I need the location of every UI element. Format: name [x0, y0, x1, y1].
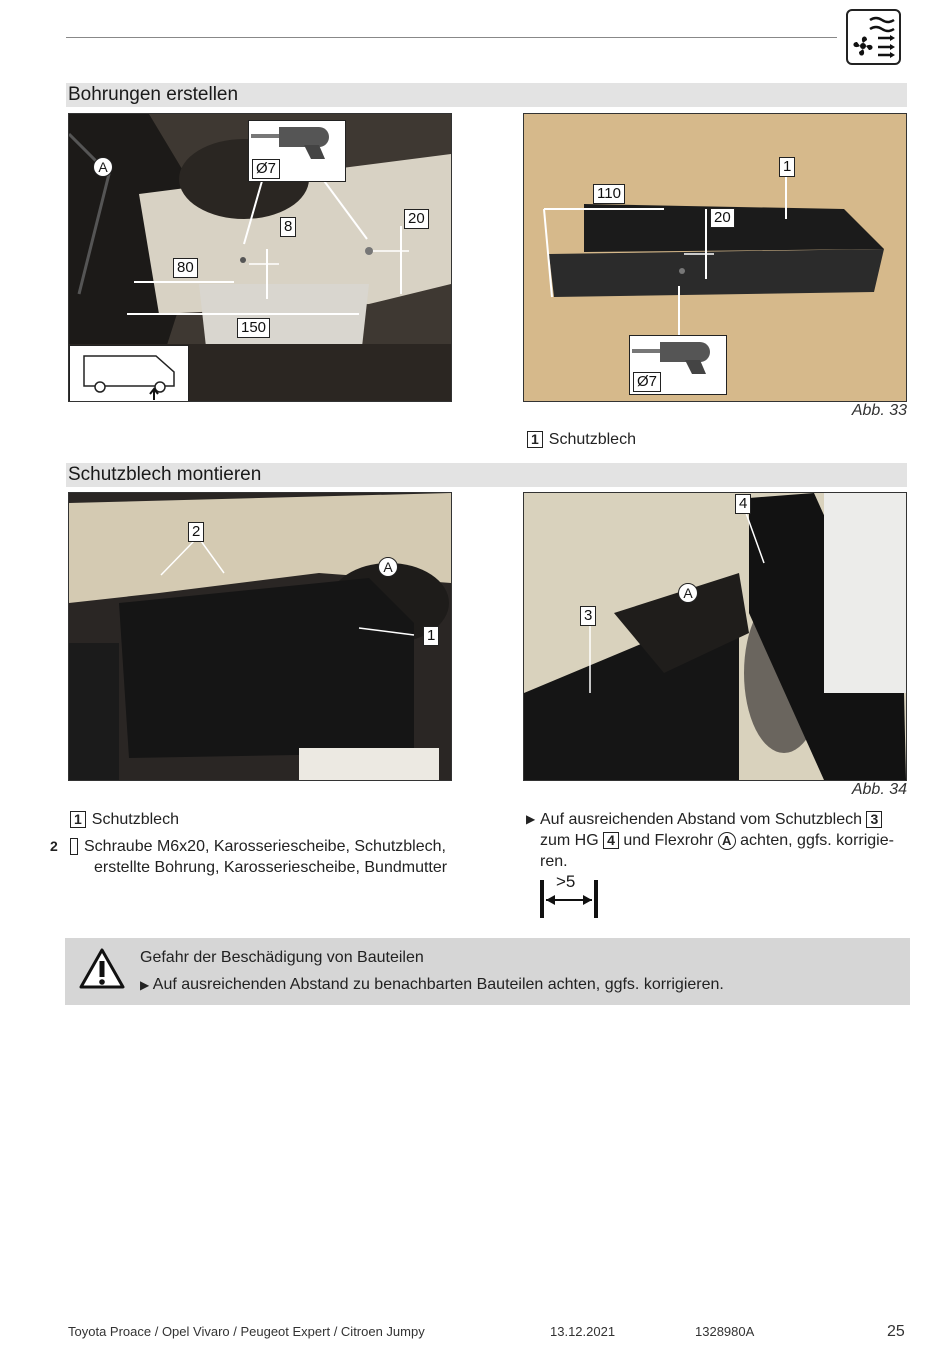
drill-icon — [248, 120, 346, 182]
instruction-text: achten, ggfs. korrigie-ren. — [540, 832, 894, 870]
section-title-mounting: Schutzblech montieren — [66, 463, 907, 487]
callout-screw-2: 2 — [188, 522, 204, 542]
gap-symbol — [538, 874, 600, 920]
drill-diameter-label: Ø7 — [633, 372, 661, 392]
legend-text: Schraube M6x20, Karosseriescheibe, Schutzblech, erstellte Bohrung, Karosseriescheibe, Bundmutter — [84, 838, 448, 876]
instruction-clearance — [526, 809, 906, 872]
callout-a: A — [93, 157, 113, 177]
legend-number: 1 — [527, 431, 543, 448]
legend-text: Schutzblech — [548, 431, 636, 448]
photo-drill-positions-shield — [523, 113, 907, 402]
footer-date: 13.12.2021 — [550, 1324, 616, 1339]
bullet-arrow-icon: ▶ — [140, 978, 150, 992]
callout-hg-4: 4 — [735, 494, 751, 514]
instruction-text: zum HG — [540, 832, 599, 849]
warning-text-line — [140, 974, 724, 996]
dimension-150: 150 — [237, 318, 270, 338]
instruction-ref-3: 3 — [866, 811, 882, 828]
gap-value: >5 — [556, 872, 576, 891]
dimension-110: 110 — [593, 184, 625, 204]
legend-text: Schutzblech — [91, 811, 179, 828]
warning-box — [65, 938, 910, 1005]
legend-number: 1 — [70, 811, 86, 828]
figure-label-34: Abb. 34 — [851, 781, 907, 798]
dimension-8: 8 — [280, 217, 296, 237]
callout-a: A — [678, 583, 698, 603]
instruction-text: und Flexrohr — [623, 832, 714, 849]
bullet-arrow-icon: ▶ — [526, 812, 536, 826]
instruction-text: Auf ausreichenden Abstand vom Schutzblech — [540, 811, 862, 828]
warning-text: Auf ausreichenden Abstand zu benachbarten Bauteilen achten, ggfs. korrigieren. — [152, 976, 724, 993]
legend-number: 2 — [70, 838, 78, 855]
instruction-ref-a: A — [718, 832, 736, 850]
photo-shield-mounted-left — [68, 492, 452, 781]
callout-a: A — [378, 557, 398, 577]
footer-models: Toyota Proace / Opel Vivaro / Peugeot Expert / Citroen Jumpy — [68, 1324, 425, 1339]
callout-part-1: 1 — [779, 157, 795, 177]
warning-title: Gefahr der Beschädigung von Bauteilen — [140, 949, 424, 966]
legend-item — [50, 836, 470, 878]
drill-diameter-label: Ø7 — [252, 159, 280, 179]
section-title-drilling: Bohrungen erstellen — [66, 83, 907, 107]
dimension-20-right: 20 — [710, 208, 735, 228]
callout-part-3: 3 — [580, 606, 596, 626]
legend-item — [70, 809, 470, 830]
instruction-ref-4: 4 — [603, 832, 619, 849]
van-icon — [69, 345, 189, 402]
figure-label-33: Abb. 33 — [851, 402, 907, 419]
page-number: 25 — [887, 1323, 905, 1340]
photo-drill-positions-vehicle — [68, 113, 452, 402]
dimension-20-left: 20 — [404, 209, 429, 229]
legend-item — [527, 429, 636, 450]
footer-doc-number: 1328980A — [695, 1324, 755, 1339]
photo-shield-mounted-right — [523, 492, 907, 781]
drill-icon — [629, 335, 727, 395]
header-rule — [66, 37, 837, 38]
fan-airflow-icon — [846, 9, 901, 65]
callout-part-1: 1 — [423, 626, 439, 646]
dimension-80: 80 — [173, 258, 198, 278]
warning-triangle-icon — [78, 947, 126, 996]
